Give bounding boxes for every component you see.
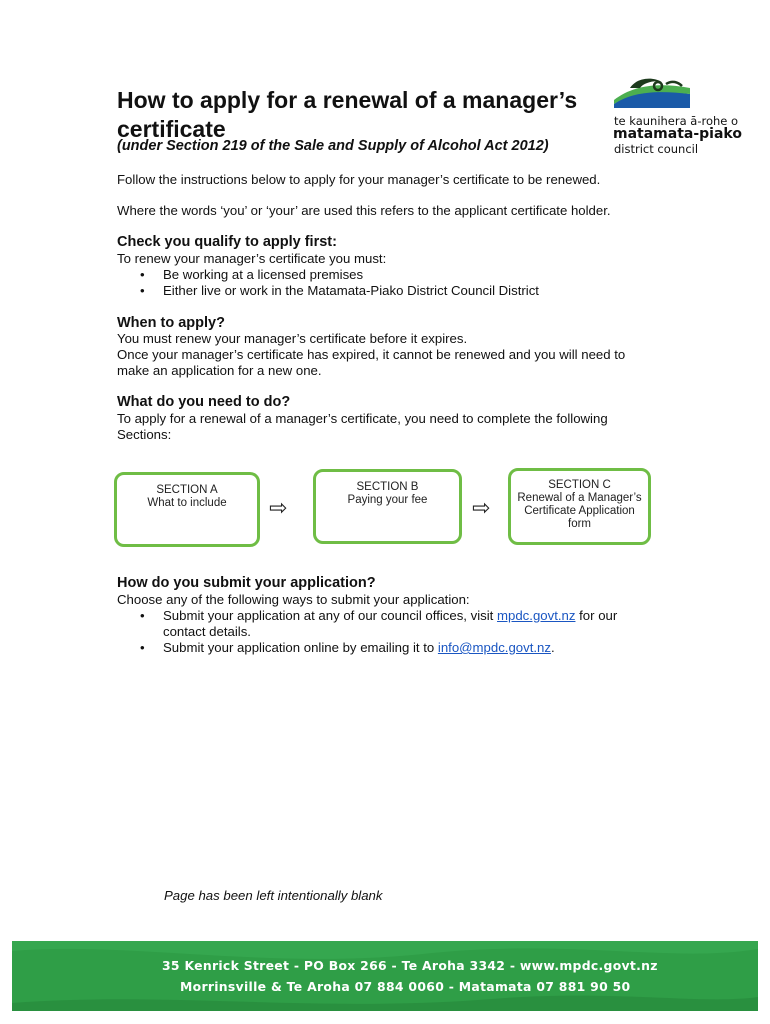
section-c-desc: Renewal of a Manager’s Certificate Application form [517,492,642,530]
section-a-box [114,472,260,547]
blank-page-note: Page has been left intentionally blank [164,888,383,903]
section-c-box [508,468,651,545]
section-b-title: SECTION B [356,481,419,493]
email-link[interactable]: info@mpdc.govt.nz [437,640,551,655]
koru-wave-logo-icon [612,74,692,112]
list-item: • Be working at a licensed premises [117,267,677,283]
logo-line-2: matamata-piako [613,126,742,142]
qualify-list [117,267,677,299]
section-a-title: SECTION A [156,484,218,496]
when-heading: When to apply? [117,315,225,331]
submit-heading: How do you submit your application? [117,575,376,591]
submit-item-1-prefix: Submit your application at any of our council offices, visit [163,608,494,623]
when-line-2: Once your manager’s certificate has expired, it cannot be renewed and you will need to make an application for a new one. [117,347,626,378]
footer-wave-decoration [12,941,758,1011]
footer-address: 35 Kenrick Street - PO Box 266 - Te Aroha 3342 - www.mpdc.govt.nz [162,958,658,973]
submit-item-1-suffix: for our contact details. [163,608,618,639]
submit-lead: Choose any of the following ways to submit your application: [117,592,470,607]
section-b-desc: Paying your fee [347,494,428,506]
footer-phones: Morrinsville & Te Aroha 07 884 0060 - Matamata 07 881 90 50 [180,979,631,994]
page-title: How to apply for a renewal of a manager’s certificate [117,87,578,142]
what-heading: What do you need to do? [117,394,291,410]
footer-banner [12,941,758,1011]
intro-paragraph-1: Follow the instructions below to apply for your manager’s certificate to be renewed. [117,172,601,187]
qualify-lead: To renew your manager’s certificate you must: [117,251,387,266]
logo-line-1: te kaunihera ā-rohe o [614,114,739,128]
right-arrow-icon: ⇨ [472,495,491,520]
section-a-desc: What to include [147,497,227,509]
list-item [117,608,637,640]
right-arrow-icon: ⇨ [269,495,288,520]
section-c-title: SECTION C [548,479,611,491]
intro-paragraph-2: Where the words ‘you’ or ‘your’ are used this refers to the applicant certificate holder. [117,203,611,218]
mpdc-website-link[interactable]: mpdc.govt.nz [497,608,576,623]
when-line-1: You must renew your manager’s certificate before it expires. [117,331,468,346]
qualify-heading: Check you qualify to apply first: [117,234,337,250]
logo-line-3: district council [614,142,699,156]
page-subtitle: (under Section 219 of the Sale and Supply of Alcohol Act 2012) [117,138,549,154]
list-item: • Either live or work in the Matamata-Piako District Council District [117,283,677,299]
council-logo [612,74,752,154]
list-item [117,640,637,656]
submit-item-2-suffix: . [551,640,555,655]
submit-list [117,608,637,656]
what-text: To apply for a renewal of a manager’s certificate, you need to complete the following Sections: [117,411,608,442]
submit-item-2-prefix: Submit your application online by emailing it to [163,640,435,655]
section-b-box [313,469,462,544]
